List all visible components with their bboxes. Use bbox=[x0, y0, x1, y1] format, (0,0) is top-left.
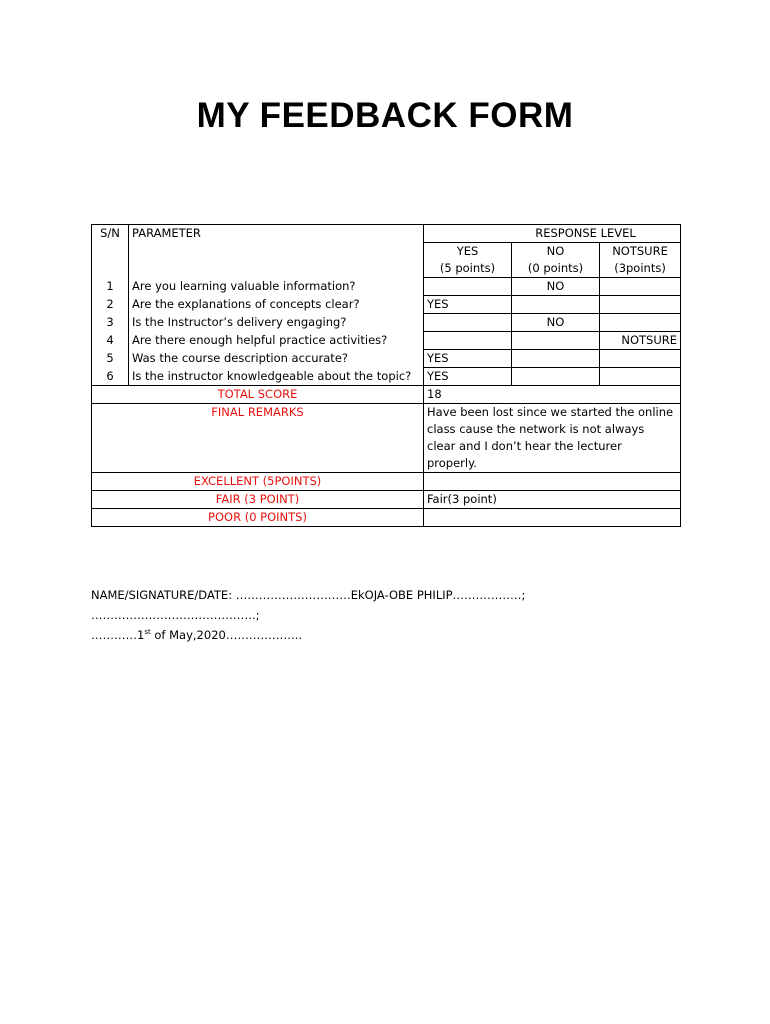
grade-row-fair bbox=[92, 491, 681, 509]
response-level-header: RESPONSE LEVEL bbox=[424, 225, 681, 243]
date-ordinal: st bbox=[144, 628, 151, 637]
grade-row-excellent bbox=[92, 473, 681, 491]
total-score-label: TOTAL SCORE bbox=[92, 386, 424, 404]
final-remarks-label: FINAL REMARKS bbox=[92, 404, 424, 473]
row-parameter: Are you learning valuable information? bbox=[129, 278, 424, 296]
row-notsure: NOTSURE bbox=[600, 332, 681, 350]
sn-header: S/N bbox=[92, 225, 129, 243]
row-no bbox=[512, 350, 600, 368]
row-yes bbox=[424, 314, 512, 332]
notsure-label: NOTSURE bbox=[612, 244, 668, 258]
row-notsure bbox=[600, 296, 681, 314]
date-line bbox=[91, 625, 691, 645]
signature-block bbox=[91, 585, 691, 645]
table-row bbox=[92, 332, 681, 350]
signature-line: NAME/SIGNATURE/DATE: …………………………EkOJA-OBE PHILIP………………; …………………………………….; bbox=[91, 588, 526, 622]
row-yes bbox=[424, 332, 512, 350]
row-no bbox=[512, 368, 600, 386]
table-row bbox=[92, 296, 681, 314]
row-no: NO bbox=[512, 314, 600, 332]
row-parameter: Is the Instructor’s delivery engaging? bbox=[129, 314, 424, 332]
row-yes bbox=[424, 278, 512, 296]
row-notsure bbox=[600, 368, 681, 386]
grade-label: FAIR (3 POINT) bbox=[92, 491, 424, 509]
final-remarks-value: Have been lost since we started the online class cause the network is not always clear and I don’t hear the lecturer properly. bbox=[424, 404, 681, 473]
table-row bbox=[92, 314, 681, 332]
row-sn: 4 bbox=[92, 332, 129, 350]
table-row bbox=[92, 350, 681, 368]
no-points: (0 points) bbox=[527, 261, 584, 275]
yes-points: (5 points) bbox=[439, 261, 496, 275]
date-suffix: of May,2020……………….. bbox=[150, 628, 303, 642]
row-parameter: Are there enough helpful practice activities? bbox=[129, 332, 424, 350]
row-notsure bbox=[600, 350, 681, 368]
page-title: MY FEEDBACK FORM bbox=[196, 96, 574, 135]
row-no bbox=[512, 332, 600, 350]
total-score-row bbox=[92, 386, 681, 404]
yes-label: YES bbox=[456, 244, 479, 258]
row-parameter: Was the course description accurate? bbox=[129, 350, 424, 368]
row-no: NO bbox=[512, 278, 600, 296]
date-prefix: …………1 bbox=[91, 628, 145, 642]
yes-header bbox=[424, 243, 512, 278]
row-sn: 5 bbox=[92, 350, 129, 368]
feedback-table bbox=[91, 224, 681, 527]
grade-value bbox=[424, 509, 681, 527]
table-row bbox=[92, 368, 681, 386]
row-yes: YES bbox=[424, 368, 512, 386]
grade-value: Fair(3 point) bbox=[424, 491, 681, 509]
row-yes: YES bbox=[424, 296, 512, 314]
row-sn: 6 bbox=[92, 368, 129, 386]
no-header bbox=[512, 243, 600, 278]
grade-label: EXCELLENT (5POINTS) bbox=[92, 473, 424, 491]
row-notsure bbox=[600, 314, 681, 332]
row-yes: YES bbox=[424, 350, 512, 368]
parameter-header: PARAMETER bbox=[129, 225, 424, 243]
grade-row-poor bbox=[92, 509, 681, 527]
no-label: NO bbox=[546, 244, 565, 258]
notsure-header bbox=[600, 243, 681, 278]
row-sn: 3 bbox=[92, 314, 129, 332]
grade-value bbox=[424, 473, 681, 491]
row-no bbox=[512, 296, 600, 314]
header-row bbox=[92, 225, 681, 243]
row-notsure bbox=[600, 278, 681, 296]
row-sn: 2 bbox=[92, 296, 129, 314]
row-parameter: Are the explanations of concepts clear? bbox=[129, 296, 424, 314]
sub-header-row bbox=[92, 243, 681, 278]
row-parameter: Is the instructor knowledgeable about the topic? bbox=[129, 368, 424, 386]
table-row bbox=[92, 278, 681, 296]
row-sn: 1 bbox=[92, 278, 129, 296]
notsure-points: (3points) bbox=[614, 261, 666, 275]
final-remarks-row bbox=[92, 404, 681, 473]
total-score-value: 18 bbox=[424, 386, 681, 404]
grade-label: POOR (0 POINTS) bbox=[92, 509, 424, 527]
